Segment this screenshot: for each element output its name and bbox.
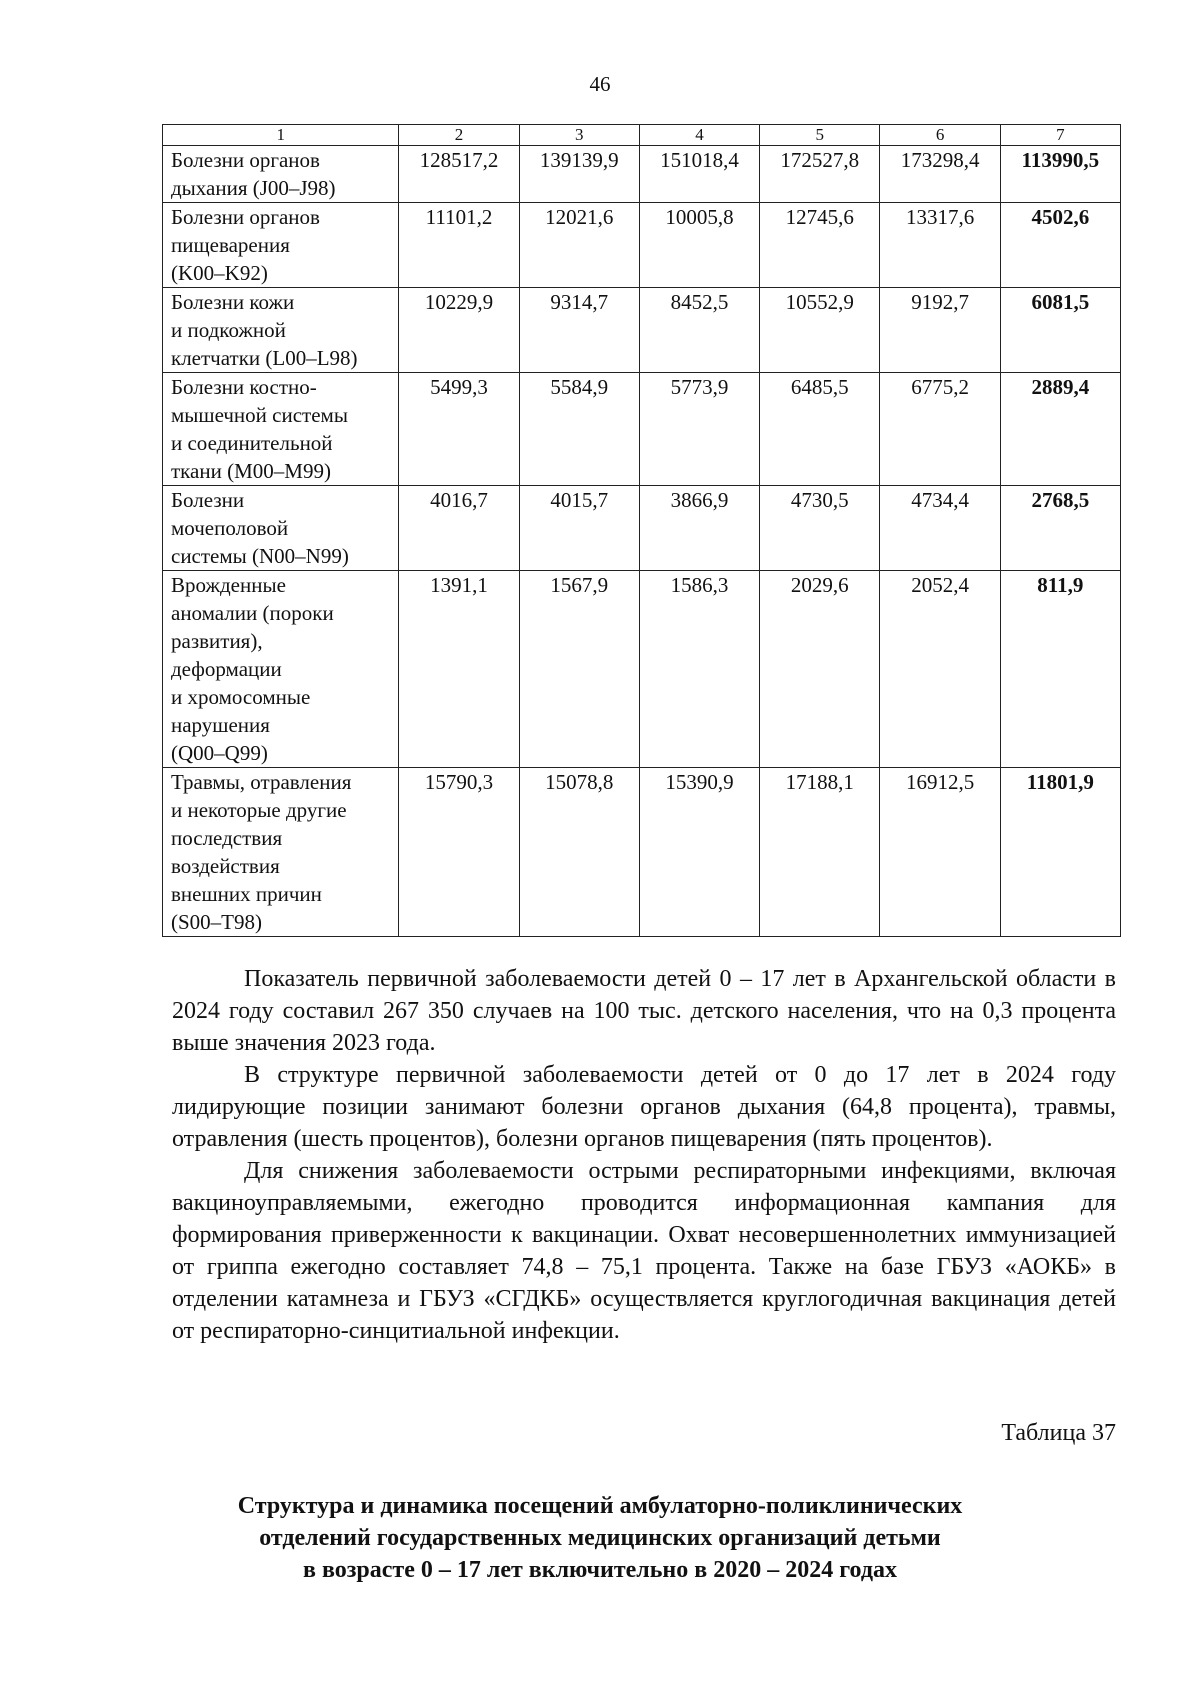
row-label (163, 203, 399, 288)
value-cell-2024: 6081,5 (1000, 288, 1120, 373)
value-cell: 15390,9 (639, 768, 759, 937)
value-cell: 10552,9 (760, 288, 880, 373)
table-title-line: в возрасте 0 – 17 лет включительно в 2020 – 2024 годах (303, 1557, 897, 1583)
table-row (163, 203, 1121, 288)
row-label (163, 571, 399, 768)
value-cell: 10229,9 (399, 288, 519, 373)
row-label-line: Болезни органов (171, 148, 320, 172)
column-header: 1 (163, 125, 399, 146)
value-cell: 15790,3 (399, 768, 519, 937)
value-cell: 6485,5 (760, 373, 880, 486)
value-cell: 4015,7 (519, 486, 639, 571)
value-cell: 151018,4 (639, 146, 759, 203)
row-label (163, 373, 399, 486)
value-cell: 8452,5 (639, 288, 759, 373)
row-label-line: (K00–K92) (171, 261, 268, 285)
value-cell: 11101,2 (399, 203, 519, 288)
row-label-line: и хромосомные (171, 685, 311, 709)
row-label-line: мочеполовой (171, 516, 289, 540)
row-label-line: последствия (171, 826, 283, 850)
value-cell: 1391,1 (399, 571, 519, 768)
value-cell-2024: 4502,6 (1000, 203, 1120, 288)
paragraph: В структуре первичной заболеваемости детей от 0 до 17 лет в 2024 году лидирующие позиции занимают болезни органов дыхания (64,8 процента), травмы, отравления (шесть процентов), болезни органов пищеварения (пять процентов). (172, 1062, 1116, 1152)
row-label-line: развития), (171, 629, 263, 653)
value-cell-2024: 811,9 (1000, 571, 1120, 768)
row-label-line: ткани (M00–M99) (171, 459, 331, 483)
column-header: 3 (519, 125, 639, 146)
row-label-line: Болезни органов (171, 205, 320, 229)
table-title (0, 1490, 1200, 1586)
value-cell: 4734,4 (880, 486, 1000, 571)
row-label-line: (S00–T98) (171, 910, 262, 934)
row-label-line: деформации (171, 657, 282, 681)
value-cell: 15078,8 (519, 768, 639, 937)
value-cell: 17188,1 (760, 768, 880, 937)
value-cell: 13317,6 (880, 203, 1000, 288)
value-cell: 5499,3 (399, 373, 519, 486)
value-cell: 9192,7 (880, 288, 1000, 373)
value-cell: 10005,8 (639, 203, 759, 288)
value-cell-2024: 11801,9 (1000, 768, 1120, 937)
table-row (163, 146, 1121, 203)
body-text (172, 963, 1116, 1347)
morbidity-table (162, 124, 1121, 937)
value-cell: 1586,3 (639, 571, 759, 768)
row-label-line: и соединительной (171, 431, 333, 455)
row-label-line: внешних причин (171, 882, 322, 906)
table-header-row (163, 125, 1121, 146)
row-label-line: системы (N00–N99) (171, 544, 349, 568)
column-header: 5 (760, 125, 880, 146)
page-number: 46 (589, 72, 611, 96)
value-cell: 4016,7 (399, 486, 519, 571)
column-header: 4 (639, 125, 759, 146)
row-label (163, 146, 399, 203)
value-cell-2024: 2889,4 (1000, 373, 1120, 486)
column-header: 2 (399, 125, 519, 146)
table-row (163, 486, 1121, 571)
value-cell: 5584,9 (519, 373, 639, 486)
column-header: 6 (880, 125, 1000, 146)
row-label-line: Болезни костно- (171, 375, 317, 399)
row-label-line: пищеварения (171, 233, 290, 257)
row-label-line: клетчатки (L00–L98) (171, 346, 358, 370)
row-label-line: Болезни (171, 488, 245, 512)
table-row (163, 768, 1121, 937)
row-label (163, 486, 399, 571)
value-cell: 2052,4 (880, 571, 1000, 768)
row-label (163, 288, 399, 373)
row-label-line: и подкожной (171, 318, 286, 342)
value-cell: 172527,8 (760, 146, 880, 203)
row-label-line: Травмы, отравления (171, 770, 352, 794)
value-cell: 128517,2 (399, 146, 519, 203)
table-title-line: Структура и динамика посещений амбулаторно-поликлинических (237, 1493, 963, 1519)
value-cell: 1567,9 (519, 571, 639, 768)
row-label-line: Болезни кожи (171, 290, 295, 314)
value-cell: 6775,2 (880, 373, 1000, 486)
table-row (163, 373, 1121, 486)
value-cell: 5773,9 (639, 373, 759, 486)
row-label-line: и некоторые другие (171, 798, 347, 822)
column-header: 7 (1000, 125, 1120, 146)
paragraph: Показатель первичной заболеваемости детей 0 – 17 лет в Архангельской области в 2024 году составил 267 350 случаев на 100 тыс. детского населения, что на 0,3 процента выше значения 2023 года. (172, 966, 1116, 1056)
value-cell-2024: 2768,5 (1000, 486, 1120, 571)
value-cell-2024: 113990,5 (1000, 146, 1120, 203)
row-label-line: нарушения (171, 713, 270, 737)
table-row (163, 571, 1121, 768)
row-label-line: аномалии (пороки (171, 601, 334, 625)
row-label-line: (Q00–Q99) (171, 741, 268, 765)
value-cell: 12021,6 (519, 203, 639, 288)
row-label (163, 768, 399, 937)
value-cell: 139139,9 (519, 146, 639, 203)
value-cell: 3866,9 (639, 486, 759, 571)
value-cell: 2029,6 (760, 571, 880, 768)
row-label-line: мышечной системы (171, 403, 348, 427)
paragraph: Для снижения заболеваемости острыми респираторными инфекциями, включая вакциноуправляемыми, ежегодно проводится информационная кампания для формирования приверженности к вакцинации. Охват несовершеннолетних иммунизацией от гриппа ежегодно составляет 74,8 – 75,1 процента. Также на базе ГБУЗ «АОКБ» в отделении катамнеза и ГБУЗ «СГДКБ» осуществляется круглогодичная вакцинация детей от респираторно-синцитиальной инфекции. (172, 1158, 1116, 1344)
value-cell: 173298,4 (880, 146, 1000, 203)
table-title-line: отделений государственных медицинских организаций детьми (259, 1525, 941, 1551)
table-number-label: Таблица 37 (1001, 1420, 1116, 1446)
value-cell: 12745,6 (760, 203, 880, 288)
row-label-line: дыхания (J00–J98) (171, 176, 336, 200)
value-cell: 4730,5 (760, 486, 880, 571)
row-label-line: воздействия (171, 854, 280, 878)
row-label-line: Врожденные (171, 573, 286, 597)
value-cell: 16912,5 (880, 768, 1000, 937)
table-row (163, 288, 1121, 373)
value-cell: 9314,7 (519, 288, 639, 373)
